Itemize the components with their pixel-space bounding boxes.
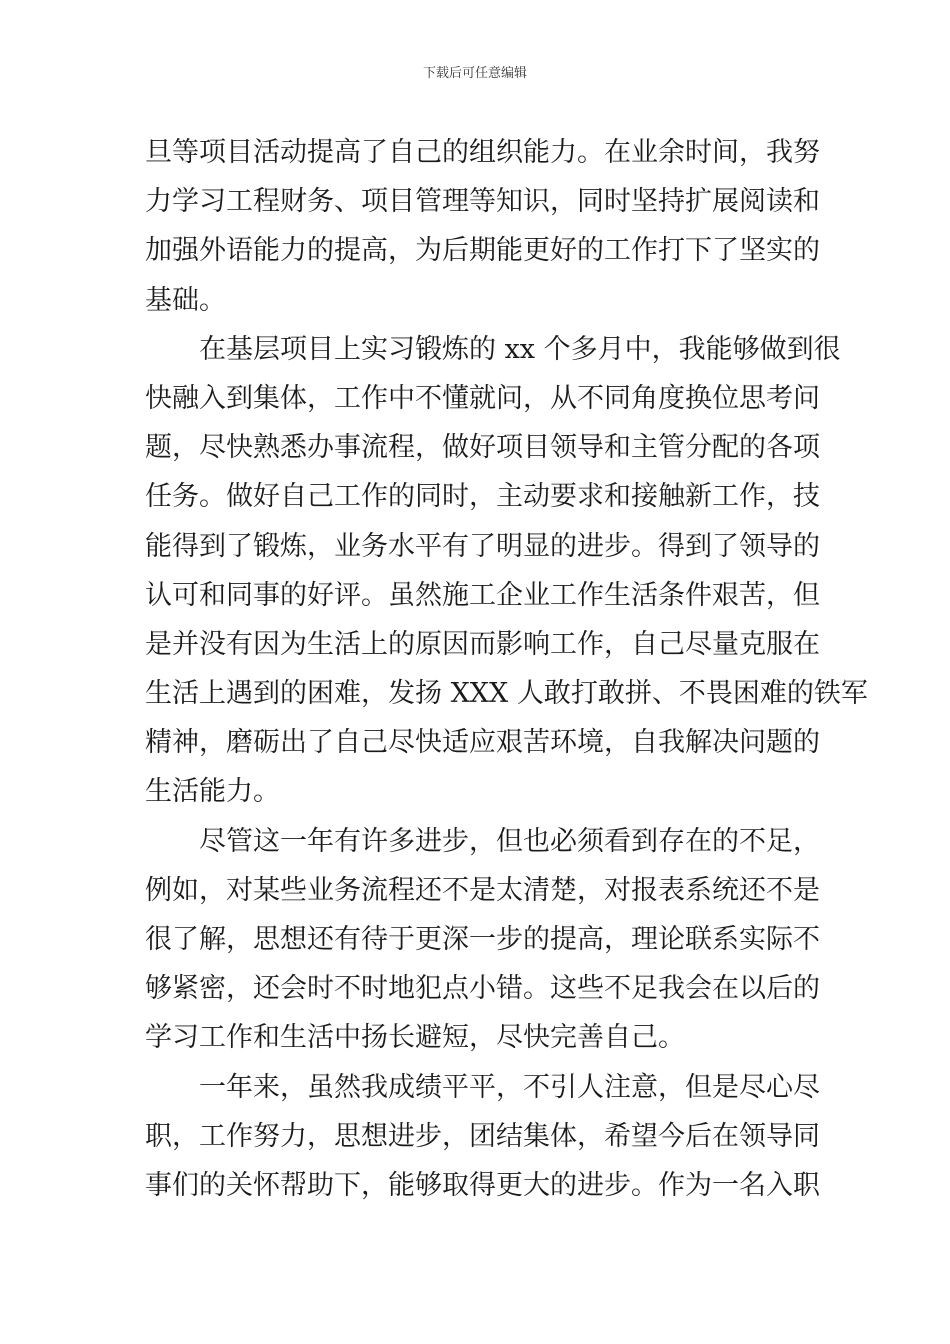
paragraph-1 <box>145 128 820 325</box>
text-line: 生活上遇到的困难，发扬 XXX 人敢打敢拼、不畏困难的铁军 <box>145 678 868 710</box>
text-line: 任务。做好自己工作的同时，主动要求和接触新工作，技 <box>145 481 820 513</box>
text-line: 认可和同事的好评。虽然施工企业工作生活条件艰苦，但 <box>145 579 820 611</box>
text-line: 尽管这一年有许多进步，但也必须看到存在的不足， <box>199 825 820 857</box>
text-line: 精神，磨砺出了自己尽快适应艰苦环境，自我解决问题的 <box>145 727 820 759</box>
text-line: 生活能力。 <box>145 776 280 808</box>
text-line: 例如，对某些业务流程还不是太清楚，对报表系统还不是 <box>145 874 820 906</box>
text-line: 快融入到集体，工作中不懂就问，从不同角度换位思考问 <box>145 382 820 414</box>
text-line: 很了解，思想还有待于更深一步的提高，理论联系实际不 <box>145 924 820 955</box>
page-header: 下载后可任意编辑 <box>422 66 527 81</box>
paragraph-2 <box>145 325 868 817</box>
text-line: 能得到了锻炼，业务水平有了明显的进步。得到了领导的 <box>145 530 820 562</box>
text-line: 旦等项目活动提高了自己的组织能力。在业余时间，我努 <box>145 137 820 168</box>
text-line: 事们的关怀帮助下，能够取得更大的进步。作为一名入职 <box>145 1169 820 1201</box>
text-line: 职，工作努力，思想进步，团结集体，希望今后在领导同 <box>145 1120 820 1152</box>
text-line: 学习工作和生活中扬长避短，尽快完善自己。 <box>145 1022 685 1054</box>
document-body <box>145 128 868 1210</box>
text-line: 基础。 <box>145 284 226 316</box>
text-line: 一年来，虽然我成绩平平，不引人注意，但是尽心尽 <box>199 1071 820 1103</box>
text-line: 在基层项目上实习锻炼的 xx 个多月中，我能够做到很 <box>199 333 841 365</box>
paragraph-3 <box>145 817 820 1063</box>
text-line: 够紧密，还会时不时地犯点小错。这些不足我会在以后的 <box>145 973 820 1005</box>
text-line: 是并没有因为生活上的原因而影响工作，自己尽量克服在 <box>145 628 820 660</box>
text-line: 力学习工程财务、项目管理等知识，同时坚持扩展阅读和 <box>145 186 820 218</box>
text-line: 题，尽快熟悉办事流程，做好项目领导和主管分配的各项 <box>145 432 820 464</box>
text-line: 加强外语能力的提高，为后期能更好的工作打下了坚实的 <box>145 235 820 267</box>
paragraph-4 <box>145 1063 820 1211</box>
